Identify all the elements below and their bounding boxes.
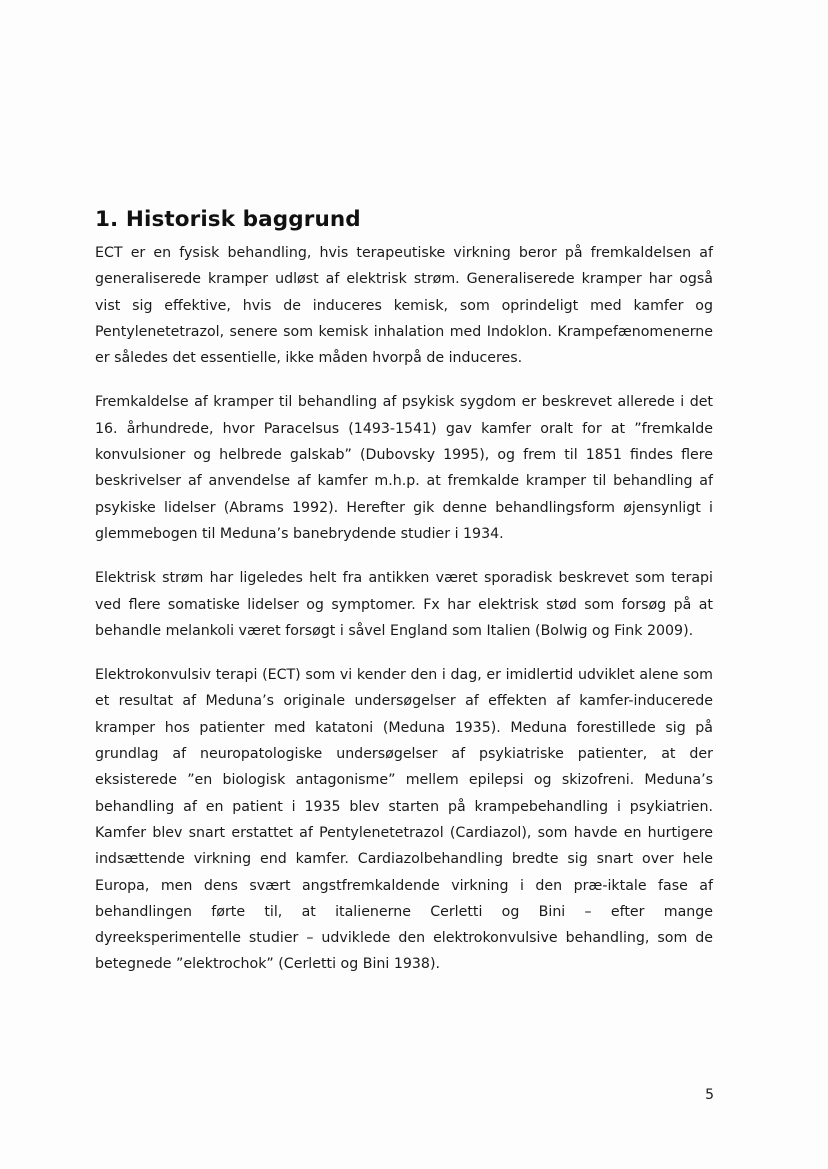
paragraph-4: Elektrokonvulsiv terapi (ECT) som vi kender den i dag, er imidlertid udviklet alene som et resultat af Meduna’s originale undersøgelser af effekten af kamfer-inducerede kramper hos patienter med katatoni (Meduna 1935). Meduna forestillede sig på grundlag af neuropatologiske undersøgelser af psykiatriske patienter, at der eksisterede ”en biologisk antagonisme” mellem epilepsi og skizofreni. Meduna’s behandling af en patient i 1935 blev starten på krampebehandling i psykiatrien. Kamfer blev snart erstattet af Pentylenetetrazol (Cardiazol), som havde en hurtigere indsættende virkning end kamfer. Cardiazolbehandling bredte sig snart over hele Europa, men dens svært angstfremkaldende virkning i den præ-iktale fase af behandlingen førte til, at italienerne Cerletti og Bini – efter mange dyreeksperimentelle studier – udviklede den elektrokonvulsive behandling, som de betegnede ”elektrochok” (Cerletti og Bini 1938). <box>95 667 713 973</box>
page-content <box>95 204 713 996</box>
paragraph-1: ECT er en fysisk behandling, hvis terapeutiske virkning beror på fremkaldelsen af generaliserede kramper udløst af elektrisk strøm. Generaliserede kramper har også vist sig effektive, hvis de induceres kemisk, som oprindeligt med kamfer og Pentylenetetrazol, senere som kemisk inhalation med Indoklon. Krampefænomenerne er således det essentielle, ikke måden hvorpå de induceres. <box>95 245 713 367</box>
paragraph-3: Elektrisk strøm har ligeledes helt fra antikken været sporadisk beskrevet som terapi ved flere somatiske lidelser og symptomer. Fx har elektrisk stød som forsøg på at behandle melankoli været forsøgt i såvel England som Italien (Bolwig og Fink 2009). <box>95 570 713 639</box>
page-number: 5 <box>705 1087 714 1103</box>
paragraph-2: Fremkaldelse af kramper til behandling af psykisk sygdom er beskrevet allerede i det 16. århundrede, hvor Paracelsus (1493-1541) gav kamfer oralt for at ”fremkalde konvulsioner og helbrede galskab” (Dubovsky 1995), og frem til 1851 findes flere beskrivelser af anvendelse af kamfer m.h.p. at fremkalde kramper til behandling af psykiske lidelser (Abrams 1992). Herefter gik denne behandlingsform øjensynligt i glemmebogen til Meduna’s banebrydende studier i 1934. <box>95 394 713 542</box>
section-heading: 1. Historisk baggrund <box>95 207 361 232</box>
